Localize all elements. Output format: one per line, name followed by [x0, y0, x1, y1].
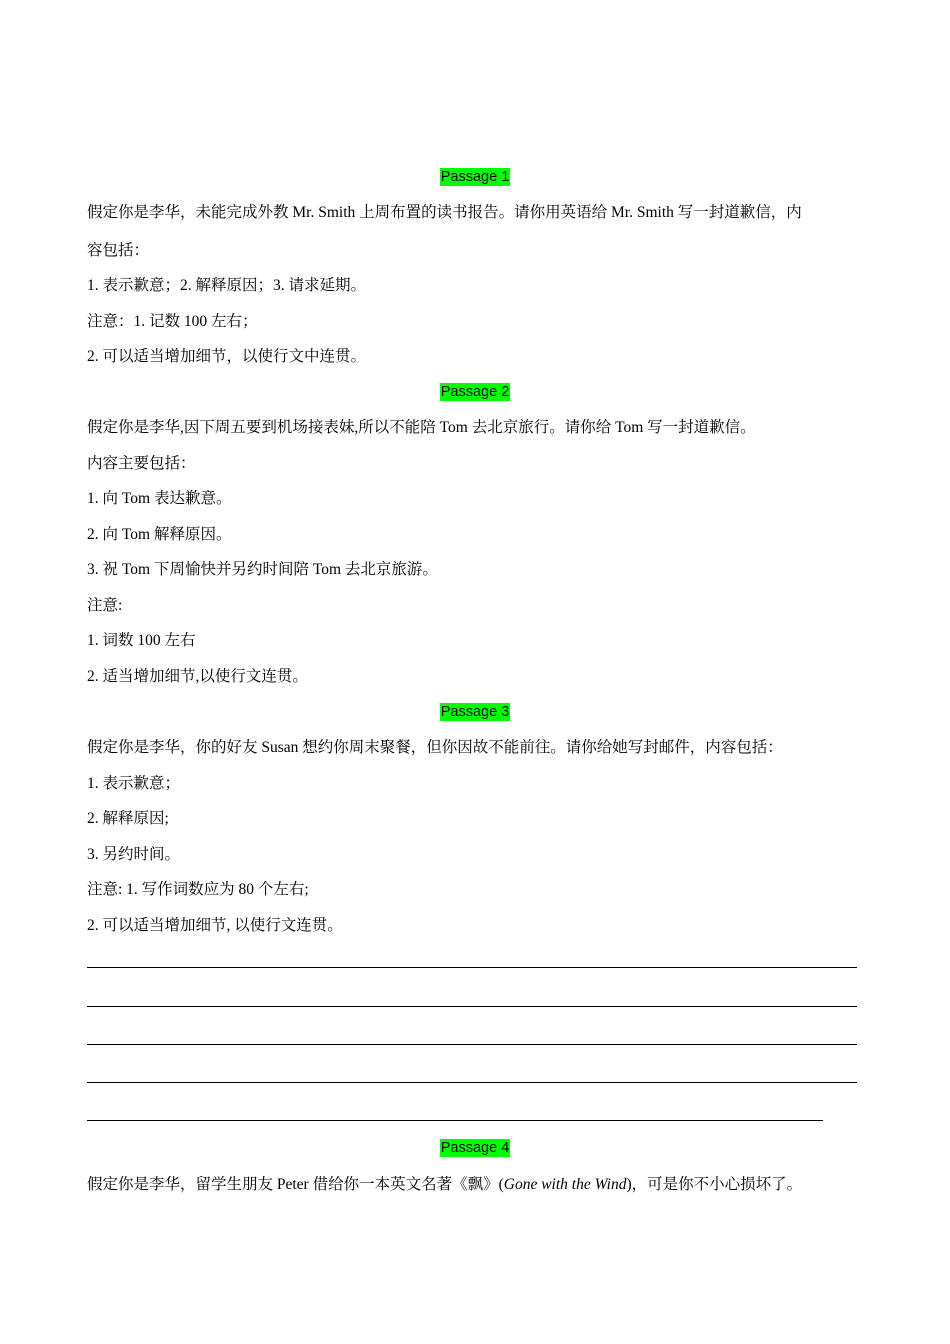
writing-line-3	[87, 1044, 857, 1045]
passage-3-heading: Passage 3	[440, 704, 510, 720]
passage-2-line-1: 假定你是李华,因下周五要到机场接表妹,所以不能陪 Tom 去北京旅行。请你给 Tom 写一封道歉信。	[87, 419, 756, 436]
writing-line-2	[87, 1006, 857, 1007]
passage-4-text-before: 假定你是李华，留学生朋友 Peter 借给你一本英文名著《飘》(	[87, 1176, 504, 1193]
passage-2-line-4: 2. 向 Tom 解释原因。	[87, 526, 232, 543]
passage-1-line-4: 注意：1. 记数 100 左右；	[87, 313, 258, 330]
writing-line-4	[87, 1082, 857, 1083]
passage-1-line-1: 假定你是李华，未能完成外教 Mr. Smith 上周布置的读书报告。请你用英语给 Mr. Smith 写一封道歉信，内	[87, 204, 802, 221]
passage-3-line-5: 注意: 1. 写作词数应为 80 个左右;	[87, 881, 309, 898]
passage-1-heading: Passage 1	[440, 169, 510, 185]
passage-2-line-8: 2. 适当增加细节,以使行文连贯。	[87, 668, 308, 685]
passage-2-heading: Passage 2	[440, 384, 510, 400]
passage-4-text-after: )，可是你不小心损坏了。	[626, 1176, 803, 1193]
passage-1-line-2: 容包括：	[87, 242, 150, 259]
book-title: Gone with the Wind	[503, 1176, 627, 1193]
writing-line-5	[87, 1120, 823, 1121]
passage-2-line-2: 内容主要包括：	[87, 455, 196, 472]
passage-3-line-4: 3. 另约时间。	[87, 846, 181, 863]
passage-2-line-6: 注意:	[87, 597, 123, 614]
passage-3-line-3: 2. 解释原因;	[87, 810, 169, 827]
passage-3-line-6: 2. 可以适当增加细节, 以使行文连贯。	[87, 917, 343, 934]
passage-2-line-7: 1. 词数 100 左右	[87, 632, 196, 649]
writing-line-1	[87, 967, 857, 968]
passage-1-line-5: 2. 可以适当增加细节，以使行文中连贯。	[87, 348, 367, 365]
passage-3-line-2: 1. 表示歉意；	[87, 775, 181, 792]
passage-4-line-1	[87, 1174, 802, 1196]
passage-1-line-3: 1. 表示歉意；2. 解释原因；3. 请求延期。	[87, 277, 367, 294]
passage-2-line-5: 3. 祝 Tom 下周愉快并另约时间陪 Tom 去北京旅游。	[87, 561, 438, 578]
passage-3-line-1: 假定你是李华，你的好友 Susan 想约你周末聚餐，但你因故不能前往。请你给她写封邮件，内容包括：	[87, 739, 783, 756]
passage-4-heading: Passage 4	[440, 1140, 510, 1156]
passage-2-line-3: 1. 向 Tom 表达歉意。	[87, 490, 232, 507]
